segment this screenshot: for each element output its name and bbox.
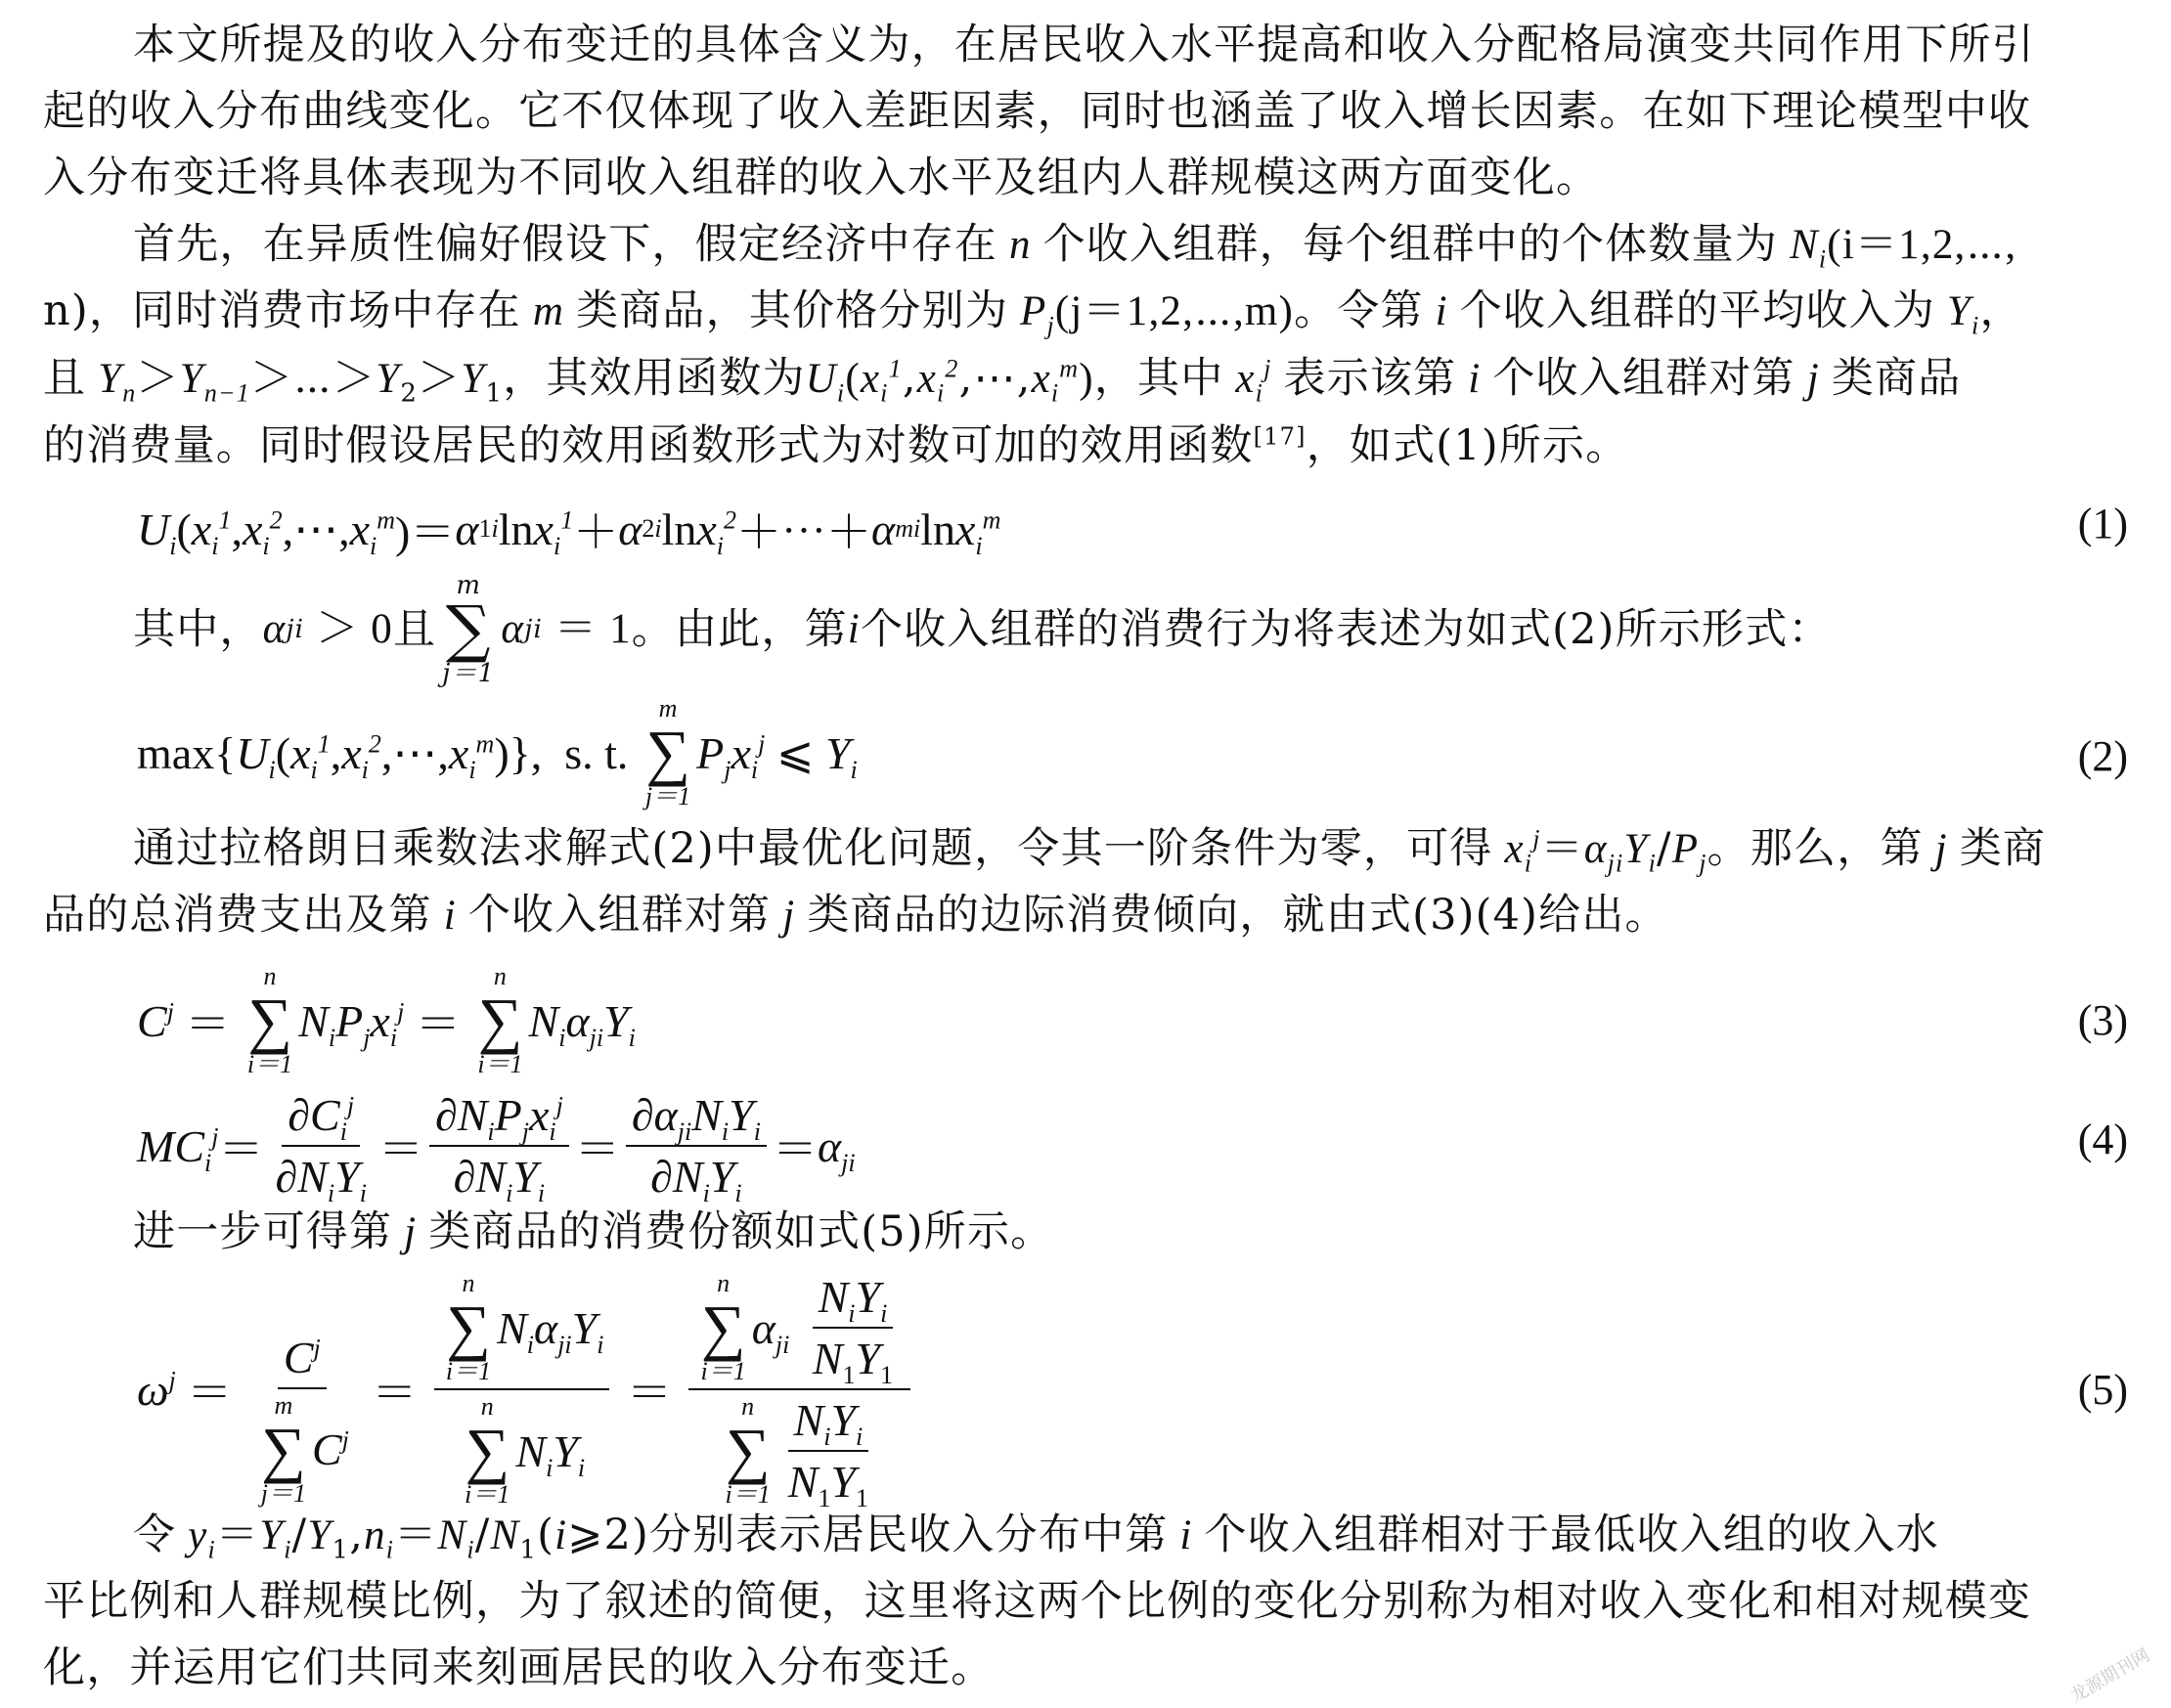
fraction: $\frac{N_iY_i}{N_1Y_1}$ <box>787 1395 869 1513</box>
p2-text: 个收入组群，每个组群中的个体数量为 <box>1042 220 1779 269</box>
p2-text: 表示该第 <box>1283 354 1457 403</box>
fraction: $\frac{\partial N_iP_jx_i^j}{\partial N_iY_i}$ <box>429 1089 569 1203</box>
p2-line-4 <box>43 413 2136 479</box>
paragraph-1-cont <box>43 78 2136 211</box>
p6-text: 令 <box>133 1511 177 1559</box>
p2-text: 且 <box>43 354 87 403</box>
p4-text: 。那么，第 <box>1706 824 1924 873</box>
p2-text: ，其效用函数为 <box>503 354 806 403</box>
p6-line-3: 化，并运用它们共同来刻画居民的收入分布变迁。 <box>43 1643 995 1692</box>
p2-text: 个收入组群的平均收入为 <box>1459 286 1935 335</box>
fraction: $\frac{\partial\alpha_{ji}N_iY_i}{\partial N_iY_i}$ <box>626 1089 767 1203</box>
citation-ref: [17] <box>1253 422 1307 451</box>
equation-number-1: (1) <box>2077 500 2128 547</box>
p4-text: 个收入组群对第 <box>467 891 772 940</box>
paragraph-3 <box>43 571 2171 688</box>
summation-symbol: m ∑ j＝1 <box>442 571 496 688</box>
p2-text: 类商品 <box>1831 354 1962 403</box>
equation-3: $C^j$ ＝ n ∑ i＝1 $N_iP_jx_i^j$ ＝ n ∑ i＝1 $N_i\alpha_{ji}Y_i$ <box>137 962 636 1078</box>
fraction: n ∑ i＝1 $N_i\alpha_{ji}Y_i$ n ∑ i＝1 $N_iY_i$ <box>434 1271 610 1508</box>
p5-line-1: 进一步可得第 j 类商品的消费份额如式(5)所示。 <box>133 1207 1054 1256</box>
p2-text: (j＝1,2,⋯,m)。令第 <box>1054 288 1424 334</box>
fraction: n ∑ i＝1 $\alpha_{ji}$ $\frac{N_iY_i}{N_1Y_1}$ n ∑ i＝1 $\frac{N_iY_i}{N_1Y_1}$ <box>688 1271 910 1508</box>
p2-text: (i＝1,2,⋯, <box>1827 222 2017 268</box>
paragraph-4 <box>43 815 2171 883</box>
paragraph-6-cont <box>43 1568 2136 1701</box>
p2-text: 类商品，其价格分别为 <box>576 286 1009 335</box>
paragraph-4-cont <box>43 882 2136 949</box>
p2-text: 的消费量。同时假设居民的效用函数形式为对数可加的效用函数 <box>43 421 1254 470</box>
equation-number-5: (5) <box>2077 1366 2128 1414</box>
p4-text: 通过拉格朗日乘数法求解式(2)中最优化问题，令其一阶条件为零，可得 <box>133 824 1493 873</box>
p2-text: ，其中 <box>1093 354 1224 403</box>
fraction: $\frac{N_iY_i}{N_1Y_1}$ <box>812 1272 894 1390</box>
equation-2: max{ $U_i$ ( $x_i^1$ , $x_i^2$ ,⋯, $x_i^m$ )}, s. t. m ∑ j＝1 $P_jx_i^j$ ⩽ $Y_i$ <box>137 694 858 810</box>
paragraph-2-cont <box>43 278 2136 479</box>
equation-5: $\omega^j$ ＝ $C^j$ m ∑ j＝1 $C^j$ ＝ n ∑ i＝1 $N_i\alpha_{ji}Y_i$ n ∑ i＝1 $N_iY_i$ ＝ n ∑ i＝1 $\alpha_{ji}$ $\frac{N_iY_i}{N_1Y_1}$ n ∑ i＝1 $\frac{N_iY_i}{N_1Y_1}$ <box>137 1271 916 1508</box>
fraction: $C^j$ m ∑ j＝1 $C^j$ <box>249 1273 355 1507</box>
p3-text: 。由此，第 <box>631 605 848 654</box>
paragraph-2 <box>43 211 2171 279</box>
summation-symbol: n ∑ i＝1 <box>725 1392 771 1509</box>
p2-line-1: 首先，在异质性偏好假设下，假定经济中存在 n 个收入组群，每个组群中的个体数量为 $N_i(i=1,2,\cdots$, <box>133 220 2017 274</box>
summation-symbol: n ∑ i＝1 <box>465 1392 510 1509</box>
equation-4: $MC_i^j$ ＝ $\frac{\partial C_i^j}{\partial N_iY_i}$ ＝ $\frac{\partial N_iP_jx_i^j}{\partial N_iY_i}$ ＝ $\frac{\partial\alpha_{ji}N_iY_i}{\partial N_iY_i}$ ＝ $\alpha_{ji}$ <box>137 1090 856 1208</box>
p5-text: 进一步可得第 <box>133 1207 393 1256</box>
equation-number-4: (4) <box>2077 1116 2128 1163</box>
p3-text: 且 <box>392 605 437 654</box>
p4-text: 类商品的边际消费倾向，就由式(3)(4)给出。 <box>807 891 1668 940</box>
p6-line-1: 令 $y_i=Y_i/Y_1,n_i=N_i/N_1(i⩾2)$分别表示居民收入分布中第 i 个收入组群相对于最低收入组的收入水 <box>133 1511 1939 1565</box>
p6-line-2: 平比例和人群规模比例，为了叙述的简便，这里将这两个比例的变化分别称为相对收入变化和相对规模变 <box>43 1577 2032 1626</box>
p2-line-3: 且 $Y_n>Y_{n-1}>\cdots>Y_2>Y_1$，其效用函数为$U_i(x_i^1,x_i^2,\cdots,x_i^m)$，其中 $x_i^j$ 表示该第 i 个收入组群对第 j 类商品 <box>43 354 1962 409</box>
summation-symbol: n ∑ i＝1 <box>477 962 523 1078</box>
p3-line-1: 其中， α ji ＞ 0 且 m ∑ j＝1 α ji ＝ 1 。由此，第 i 个收入组群的消费行为将表述为如式(2)所示形式： <box>133 571 1832 688</box>
equation-1: $U_i$ ( $x_i^1$ , $x_i^2$ ,⋯, $x_i^m$ )＝ α 1i ln $x_i^1$ ＋ α 2i ln $x_i^2$ ＋⋯＋ α mi ln $x_i^m$ <box>137 504 1001 560</box>
p2-text: 首先，在异质性偏好假设下，假定经济中存在 <box>133 220 997 269</box>
p3-text: 其中， <box>133 605 263 654</box>
p1-line-3: 入分布变迁将具体表现为不同收入组群的收入水平及组内人群规模这两方面变化。 <box>43 153 1600 202</box>
p1-line-2: 起的收入分布曲线变化。它不仅体现了收入差距因素，同时也涵盖了收入增长因素。在如下理论模型中收 <box>43 87 2032 136</box>
p4-line-2: 品的总消费支出及第 i 个收入组群对第 j 类商品的边际消费倾向，就由式(3)(4)给出。 <box>43 891 1668 940</box>
p4-text: 类商 <box>1959 824 2047 873</box>
summation-symbol: n ∑ i＝1 <box>246 962 293 1078</box>
p2-text: 个收入组群对第 <box>1492 354 1795 403</box>
summation-symbol: m ∑ j＝1 <box>260 1390 306 1508</box>
paragraph-6 <box>43 1502 2171 1569</box>
p2-text: ，如式(1)所示。 <box>1306 421 1629 470</box>
equation-number-2: (2) <box>2077 732 2128 780</box>
watermark: 龙源期刊网 <box>2066 1644 2153 1707</box>
p5-text: 类商品的消费份额如式(5)所示。 <box>428 1207 1054 1256</box>
p4-line-1: 通过拉格朗日乘数法求解式(2)中最优化问题，令其一阶条件为零，可得 $x_i^j=\alpha_{ji}Y_i/P_j$。那么，第 j 类商 <box>133 824 2047 878</box>
equation-number-3: (3) <box>2077 996 2128 1044</box>
summation-symbol: n ∑ i＝1 <box>445 1269 492 1385</box>
summation-symbol: m ∑ j＝1 <box>644 694 691 810</box>
summation-symbol: n ∑ i＝1 <box>700 1269 746 1385</box>
fraction: $\frac{\partial C_i^j}{\partial N_iY_i}$ <box>275 1090 367 1208</box>
p2-line-2: n)，同时消费市场中存在 m 类商品，其价格分别为 $P_j(j=1,2,\cdots,m)$。令第 i 个收入组群的平均收入为 $Y_i$， <box>43 286 2023 340</box>
p2-text: n)，同时消费市场中存在 <box>43 286 521 335</box>
p4-text: 品的总消费支出及第 <box>43 891 432 940</box>
p3-text: 个收入组群的消费行为将表述为如式(2)所示形式： <box>860 605 1832 654</box>
paragraph-5 <box>43 1199 2171 1266</box>
p6-text: 个收入组群相对于最低收入组的收入水 <box>1204 1511 1939 1559</box>
p1-line-1: 本文所提及的收入分布变迁的具体含义为，在居民收入水平提高和收入分配格局演变共同作用下所引 <box>133 21 2035 69</box>
p6-text: 分别表示居民收入分布中第 <box>649 1511 1169 1559</box>
paragraph-1 <box>43 12 2171 78</box>
